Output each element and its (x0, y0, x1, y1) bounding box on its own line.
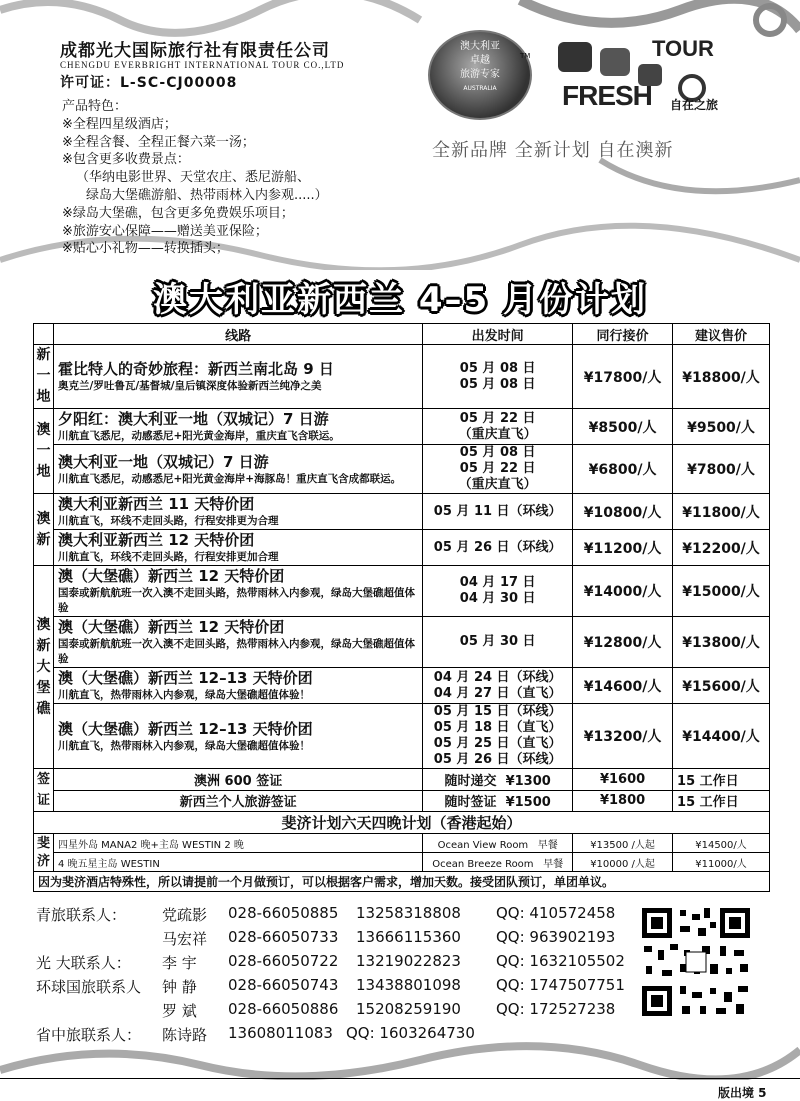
contact-tel: 13608011083 (228, 1024, 333, 1042)
contact-name: 罗 斌 (162, 1002, 197, 1020)
tour-price-table (33, 323, 770, 892)
fiji-room-type: Ocean Breeze Room (432, 858, 534, 870)
fiji-meal: 早餐 (537, 839, 558, 851)
route-header: 线路 (53, 324, 422, 345)
fiji-row (34, 834, 770, 853)
retail-price: ¥7800/人 (673, 445, 770, 494)
page-title: 澳大利亚新西兰 4–5 月份计划 (153, 280, 647, 320)
route-desc: 奥克兰/罗吐鲁瓦/基督城/皇后镇深度体验新西兰纯净之美 (57, 380, 322, 392)
decorative-swirl-bottom (0, 1040, 800, 1080)
feature-item: 产品特色： (62, 99, 128, 114)
fiji-retail: ¥14500/人 (673, 834, 770, 853)
route-name: 澳（大堡礁）新西兰 12–13 天特价团 (57, 669, 313, 687)
route-cell (53, 345, 422, 409)
australia-expert-badge (428, 30, 532, 120)
table-row (34, 668, 770, 704)
contact-qq: QQ: 963902193 (496, 928, 616, 946)
route-cell (53, 445, 422, 494)
route-cell (53, 566, 422, 617)
contact-tel: 028-66050733 (228, 928, 339, 946)
date-cell: 05 月 08 日 05 月 08 日 (423, 345, 573, 409)
route-cell (53, 409, 422, 445)
region-au-nz-reef: 澳 新 大 堡 礁 (34, 566, 54, 769)
route-name: 澳（大堡礁）新西兰 12 天特价团 (57, 618, 285, 636)
contact-org: 光 大联系人： (36, 954, 131, 972)
contact-qq: QQ: 1747507751 (496, 976, 625, 994)
visa-days: 15 工作日 (673, 769, 770, 791)
peer-price: ¥8500/人 (573, 409, 673, 445)
contact-name: 钟 静 (162, 978, 197, 996)
visa-peer: ¥1300 (505, 773, 551, 789)
visa-retail: ¥1600 (573, 769, 673, 791)
peer-price: ¥10800/人 (573, 494, 673, 530)
peer-price: ¥17800/人 (573, 345, 673, 409)
retail-price: ¥15000/人 (673, 566, 770, 617)
peer-price: ¥13200/人 (573, 704, 673, 769)
region-au: 澳 一 地 (34, 409, 54, 494)
contact-mobile: 13666115360 (356, 928, 461, 946)
fiji-room (423, 834, 573, 853)
peer-price: ¥14600/人 (573, 668, 673, 704)
peer-price: ¥12800/人 (573, 617, 673, 668)
feature-item: ※贴心小礼物——转换插头； (62, 241, 229, 257)
retail-price: ¥15600/人 (673, 668, 770, 704)
qr-code[interactable] (640, 906, 752, 1018)
contact-qq: QQ: 1603264730 (346, 1024, 475, 1042)
route-desc: 川航直飞，环线不走回头路，行程安排更加合理 (57, 551, 279, 563)
contact-qq: QQ: 1632105502 (496, 952, 625, 970)
fiji-note: 因为斐济酒店特殊性，所以请提前一个月做预订，可以根据客户需求，增加天数。接受团队预订，单团单议。 (34, 872, 770, 892)
route-name: 澳大利亚一地（双城记）7 日游 (57, 452, 269, 471)
visa-type (423, 769, 573, 791)
table-header-row (34, 324, 770, 345)
logo-tour: TOUR (652, 36, 714, 61)
contact-org: 省中旅联系人： (36, 1026, 142, 1044)
table-row (34, 409, 770, 445)
route-desc: 国泰或新航航班一次入澳不走回头路，热带雨林入内参观，绿岛大堡礁超值体验 (57, 638, 415, 665)
peer-price: ¥11200/人 (573, 530, 673, 566)
company-name-en: CHENGDU EVERBRIGHT INTERNATIONAL TOUR CO.,LTD (60, 60, 345, 70)
date-cell: 05 月 15 日（环线） 05 月 18 日（直飞） 05 月 25 日（直飞） 05 月 26 日（环线） (423, 704, 573, 769)
fiji-row (34, 853, 770, 872)
slogan: 全新品牌 全新计划 自在澳新 (432, 140, 674, 161)
contact-tel: 028-66050885 (228, 904, 339, 922)
contact-org: 青旅联系人： (36, 906, 127, 924)
fiji-peer: ¥10000 /人起 (573, 853, 673, 872)
trademark-mark: TM (520, 52, 531, 60)
route-name: 澳（大堡礁）新西兰 12 天特价团 (57, 567, 285, 585)
date-cell: 05 月 11 日（环线） (423, 494, 573, 530)
retail-price: ¥18800/人 (673, 345, 770, 409)
visa-row (34, 790, 770, 812)
visa-retail: ¥1800 (573, 790, 673, 812)
logo-tagline: 自在之旅 (670, 98, 719, 112)
visa-name: 澳洲 600 签证 (53, 769, 422, 791)
retail-price: ¥14400/人 (673, 704, 770, 769)
fiji-retail: ¥11000/人 (673, 853, 770, 872)
contact-name: 马宏祥 (162, 930, 208, 948)
peer-price: ¥14000/人 (573, 566, 673, 617)
route-desc: 川航直飞，热带雨林入内参观，绿岛大堡礁超值体验！ (57, 689, 310, 701)
license-number: 许可证：L-SC-CJ00008 (60, 75, 238, 91)
fiji-meal: 早餐 (543, 858, 564, 870)
region-nz: 新 一 地 (34, 345, 54, 409)
date-cell: 04 月 24 日（环线） 04 月 27 日（直飞） (423, 668, 573, 704)
visa-type-label: 随时签证 (444, 795, 497, 811)
region-au-nz: 澳 新 (34, 494, 54, 566)
table-row (34, 494, 770, 530)
route-cell (53, 617, 422, 668)
feature-item: ※全程四星级酒店； (62, 116, 177, 132)
route-name: 霍比特人的奇妙旅程：新西兰南北岛 9 日 (57, 360, 334, 378)
date-header: 出发时间 (423, 324, 573, 345)
badge-line: 卓越 (470, 55, 490, 66)
route-name: 澳（大堡礁）新西兰 12–13 天特价团 (57, 719, 313, 738)
route-cell (53, 530, 422, 566)
contact-tel: 028-66050743 (228, 976, 339, 994)
contact-name: 陈诗路 (162, 1026, 208, 1044)
region-fiji: 斐 济 (34, 834, 54, 872)
route-desc: 川航直飞悉尼，动感悉尼+阳光黄金海岸+海豚岛！重庆直飞含成都联运。 (57, 472, 402, 485)
feature-item: ※全程含餐、全程正餐六菜一汤； (62, 134, 255, 150)
retail-price: ¥13800/人 (673, 617, 770, 668)
contact-qq: QQ: 410572458 (496, 904, 616, 922)
visa-name: 新西兰个人旅游签证 (53, 790, 422, 812)
visa-type (423, 790, 573, 812)
feature-item: 绿岛大堡礁游船、热带雨林入内参观.....） (86, 187, 328, 203)
feature-item: （华纳电影世界、天堂农庄、悉尼游船、 (76, 170, 311, 186)
contact-mobile: 15208259190 (356, 1000, 461, 1018)
retail-price: ¥9500/人 (673, 409, 770, 445)
route-desc: 川航直飞，环线不走回头路，行程安排更为合理 (57, 515, 279, 527)
date-cell: 05 月 08 日 05 月 22 日 （重庆直飞） (423, 445, 573, 494)
date-cell: 05 月 26 日（环线） (423, 530, 573, 566)
route-cell (53, 704, 422, 769)
route-desc: 川航直飞悉尼，动感悉尼+阳光黄金海岸，重庆直飞含联运。 (57, 430, 340, 442)
table-row (34, 345, 770, 409)
contact-name: 李 宇 (162, 954, 197, 972)
visa-peer: ¥1500 (505, 795, 551, 811)
contact-mobile: 13258318808 (356, 904, 461, 922)
fiji-room-type: Ocean View Room (437, 839, 529, 851)
table-row (34, 617, 770, 668)
table-row (34, 704, 770, 769)
fiji-title: 斐济计划六天四晚计划（香港起始） (34, 812, 770, 834)
contact-org: 环球国旅联系人 (36, 978, 142, 996)
fiji-hotel: 4 晚五星主岛 WESTIN (53, 853, 422, 872)
contact-tel: 028-66050722 (228, 952, 339, 970)
feature-item: ※包含更多收费景点： (62, 152, 190, 168)
fiji-note-row (34, 872, 770, 892)
route-cell (53, 668, 422, 704)
route-desc: 川航直飞，热带雨林入内参观，绿岛大堡礁超值体验！ (57, 739, 310, 752)
fiji-hotel: 四星外岛 MANA2 晚+主岛 WESTIN 2 晚 (53, 834, 422, 853)
visa-row (34, 769, 770, 791)
table-row (34, 530, 770, 566)
badge-line: 旅游专家 (460, 69, 500, 80)
badge-line: AUSTRALIA (463, 85, 497, 92)
feature-item: ※绿岛大堡礁，包含更多免费娱乐项目； (62, 205, 294, 221)
footer-divider (0, 1078, 800, 1079)
peer-price-header: 同行接价 (573, 324, 673, 345)
logo-fresh: FRESH (562, 80, 652, 111)
fiji-title-row (34, 812, 770, 834)
contact-qq: QQ: 172527238 (496, 1000, 616, 1018)
fiji-room (423, 853, 573, 872)
route-desc: 国泰或新航航班一次入澳不走回头路，热带雨林入内参观，绿岛大堡礁超值体验 (57, 587, 415, 614)
route-name: 夕阳红：澳大利亚一地（双城记）7 日游 (57, 410, 329, 428)
feature-item: ※旅游安心保障——赠送美亚保险； (62, 223, 268, 239)
fiji-peer: ¥13500 /人起 (573, 834, 673, 853)
retail-price: ¥12200/人 (673, 530, 770, 566)
company-header (60, 36, 344, 92)
table-row (34, 566, 770, 617)
route-cell (53, 494, 422, 530)
badge-line: 澳大利亚 (460, 41, 500, 52)
contact-mobile: 13438801098 (356, 976, 461, 994)
company-name-cn: 成都光大国际旅行社有限责任公司 (60, 41, 330, 61)
date-cell: 04 月 17 日 04 月 30 日 (423, 566, 573, 617)
visa-type-label: 随时递交 (444, 773, 497, 789)
retail-price: ¥11800/人 (673, 494, 770, 530)
fresh-tour-logo (552, 34, 724, 118)
features-list (62, 98, 432, 258)
region-visa: 签 证 (34, 769, 54, 812)
route-name: 澳大利亚新西兰 12 天特价团 (57, 531, 255, 549)
page-number: 版出境 5 (718, 1086, 767, 1100)
peer-price: ¥6800/人 (573, 445, 673, 494)
region-header (34, 324, 54, 345)
visa-days: 15 工作日 (673, 790, 770, 812)
retail-price-header: 建议售价 (673, 324, 770, 345)
contact-name: 党疏影 (162, 906, 208, 924)
contact-tel: 028-66050886 (228, 1000, 339, 1018)
route-name: 澳大利亚新西兰 11 天特价团 (57, 495, 255, 513)
date-cell: 05 月 30 日 (423, 617, 573, 668)
contact-mobile: 13219022823 (356, 952, 461, 970)
date-cell: 05 月 22 日 （重庆直飞） (423, 409, 573, 445)
table-row (34, 445, 770, 494)
